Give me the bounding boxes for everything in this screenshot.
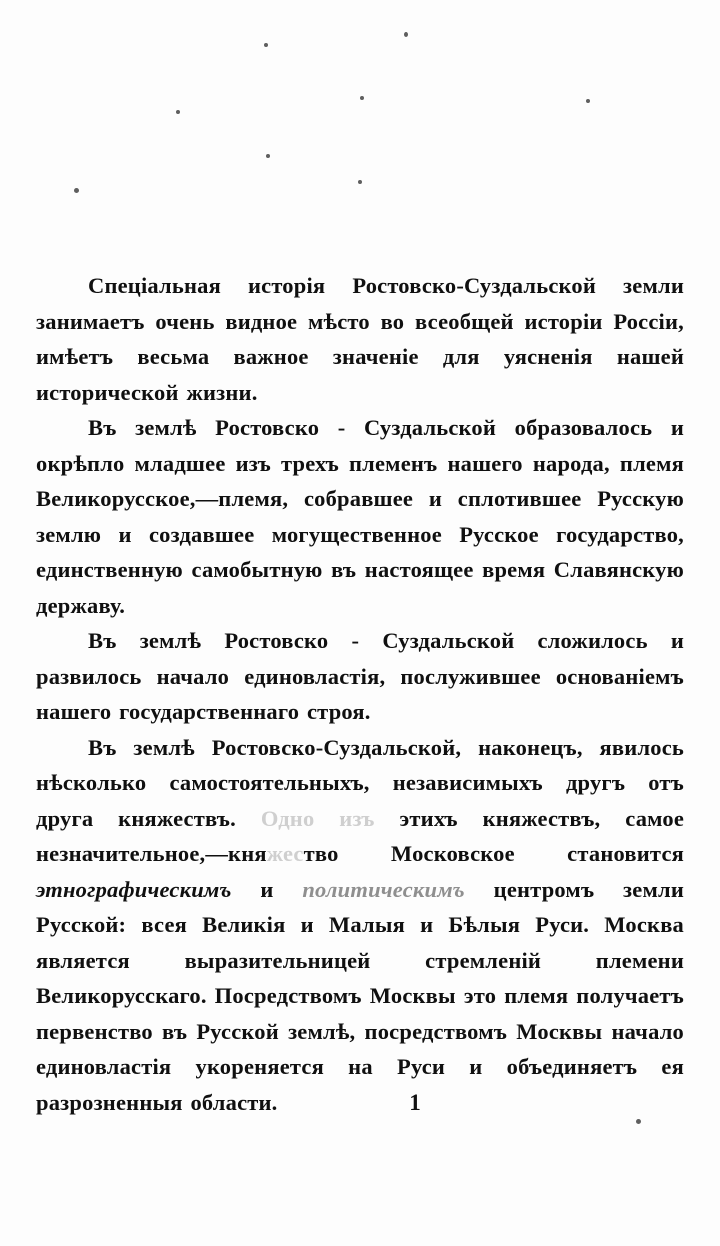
paragraph-4-part-e: центромъ земли Русской: всея Великія и Малыя и Бѣлыя Руси. Москва является выразительницей стремленій племени Великорусскаго. Посредствомъ Москвы это племя получаетъ первенство въ Русской землѣ, посредствомъ Москвы начало единовластія укореняется на Руси и объединяетъ ея разрозненныя области. <box>36 876 684 1115</box>
scan-speck <box>358 180 362 184</box>
paragraph-4-part-b: этихъ княжествъ, самое незначительное,—кня <box>36 805 685 866</box>
italic-phrase-2: политическимъ <box>302 876 465 902</box>
scan-speck <box>360 96 364 100</box>
scan-speck <box>266 154 270 158</box>
paragraph-4-part-d: и <box>231 876 303 902</box>
page-number: 1 <box>409 1090 421 1115</box>
paragraph-1: Спеціальная исторія Ростовско-Суздальской земли занимаетъ очень видное мѣсто во всеобщей исторіи Россіи, имѣетъ весьма важное значеніе для уясненія нашей исторической жизни. <box>36 273 684 405</box>
scan-speck <box>264 43 268 47</box>
scan-speck <box>586 99 590 103</box>
paragraph-4-part-a: Въ землѣ Ростовско-Суздальской, наконецъ, явилось нѣсколько самостоятельныхъ, независимыхъ другъ отъ друга княжествъ. <box>36 734 684 831</box>
faded-text-b: жес <box>266 841 304 866</box>
faded-text-a: Одно изъ <box>260 805 375 831</box>
body-text <box>36 268 684 1120</box>
paragraph-2: Въ землѣ Ростовско - Суздальской образовалось и окрѣпло младшее изъ трехъ племенъ нашего народа, племя Великорусское,—племя, собравшее и сплотившее Русскую землю и создавшее могущественное Русское государство, единственную самобытную въ настоящее время Славянскую державу. <box>36 415 684 618</box>
scan-speck <box>176 110 180 114</box>
scan-speck <box>404 32 408 37</box>
scan-speck <box>74 188 79 193</box>
paragraph-3: Въ землѣ Ростовско - Суздальской сложилось и развилось начало единовластія, послужившее основаніемъ нашего государственнаго строя. <box>36 628 684 724</box>
italic-phrase-1: этнографическимъ <box>36 876 232 902</box>
paragraph-4 <box>36 730 684 1121</box>
paragraph-4-part-c: тво Московское становится <box>303 841 684 866</box>
